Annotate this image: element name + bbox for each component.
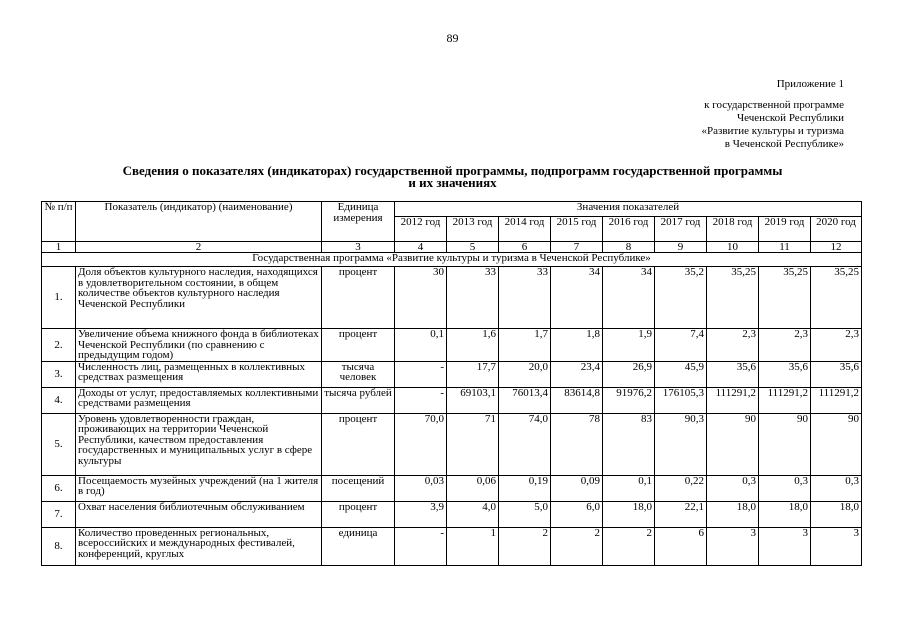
column-number: 10 — [707, 242, 759, 253]
indicator-value: 18,0 — [759, 501, 811, 527]
column-number: 7 — [551, 242, 603, 253]
indicator-value: 23,4 — [551, 361, 603, 387]
indicator-value: 5,0 — [499, 501, 551, 527]
indicator-value: 35,6 — [707, 361, 759, 387]
indicator-value: 35,2 — [655, 267, 707, 329]
indicator-value: 34 — [551, 267, 603, 329]
header-year: 2017 год — [655, 217, 707, 242]
column-number: 6 — [499, 242, 551, 253]
indicator-name: Посещаемость музейных учреждений (на 1 жителя в год) — [76, 475, 322, 501]
table-body — [42, 202, 862, 566]
indicator-value: 0,3 — [707, 475, 759, 501]
indicator-unit: процент — [322, 413, 395, 475]
column-number: 5 — [447, 242, 499, 253]
table-row — [42, 329, 862, 362]
indicator-value: 90 — [759, 413, 811, 475]
header-values-group: Значения показателей — [395, 202, 862, 217]
indicator-value: 35,6 — [811, 361, 862, 387]
indicator-value: 78 — [551, 413, 603, 475]
indicator-value: 2,3 — [759, 329, 811, 362]
indicator-value: 0,1 — [603, 475, 655, 501]
header-year: 2012 год — [395, 217, 447, 242]
indicator-value: 2 — [499, 527, 551, 565]
appendix-block — [702, 78, 845, 151]
indicator-value: - — [395, 387, 447, 413]
row-number: 5. — [42, 413, 76, 475]
table-row — [42, 267, 862, 329]
table-row — [42, 361, 862, 387]
indicator-value: 3 — [759, 527, 811, 565]
column-number: 2 — [76, 242, 322, 253]
indicator-value: 2,3 — [707, 329, 759, 362]
indicator-value: 35,25 — [759, 267, 811, 329]
document-title-line: Сведения о показателях (индикаторах) государственной программы, подпрограмм государственной программы — [122, 163, 783, 178]
indicator-value: 7,4 — [655, 329, 707, 362]
indicator-unit: процент — [322, 267, 395, 329]
indicator-unit: процент — [322, 329, 395, 362]
header-indicator: Показатель (индикатор) (наименование) — [76, 202, 322, 242]
indicator-value: 30 — [395, 267, 447, 329]
indicator-value: 3 — [811, 527, 862, 565]
indicator-value: 0,1 — [395, 329, 447, 362]
column-number-row — [42, 242, 862, 253]
column-number: 11 — [759, 242, 811, 253]
table-row — [42, 527, 862, 565]
indicator-value: 0,03 — [395, 475, 447, 501]
indicator-value: 3,9 — [395, 501, 447, 527]
indicator-value: 1,8 — [551, 329, 603, 362]
indicator-value: 18,0 — [603, 501, 655, 527]
indicator-name: Охват населения библиотечным обслуживанием — [76, 501, 322, 527]
indicator-value: 71 — [447, 413, 499, 475]
indicator-value: 1,7 — [499, 329, 551, 362]
row-number: 6. — [42, 475, 76, 501]
column-number: 9 — [655, 242, 707, 253]
indicator-value: 90 — [707, 413, 759, 475]
indicator-value: 0,3 — [811, 475, 862, 501]
appendix-line: Чеченской Республики — [736, 112, 844, 124]
indicator-value: 76013,4 — [499, 387, 551, 413]
indicator-value: 69103,1 — [447, 387, 499, 413]
indicator-value: 0,3 — [759, 475, 811, 501]
indicator-value: 2 — [603, 527, 655, 565]
appendix-title: Приложение 1 — [776, 78, 844, 90]
indicator-value: 2 — [551, 527, 603, 565]
header-year: 2013 год — [447, 217, 499, 242]
indicator-value: 90 — [811, 413, 862, 475]
appendix-line: в Чеченской Республике» — [724, 138, 844, 150]
indicator-unit: тысяча рублей — [322, 387, 395, 413]
indicator-value: 111291,2 — [759, 387, 811, 413]
indicator-value: 0,06 — [447, 475, 499, 501]
indicator-name: Доходы от услуг, предоставляемых коллективными средствами размещения — [76, 387, 322, 413]
indicator-value: 20,0 — [499, 361, 551, 387]
row-number: 4. — [42, 387, 76, 413]
document-title — [45, 165, 860, 189]
indicator-value: 111291,2 — [811, 387, 862, 413]
row-number: 2. — [42, 329, 76, 362]
indicator-name: Количество проведенных региональных, всероссийских и международных фестивалей, конференций, круглых — [76, 527, 322, 565]
indicator-value: 18,0 — [707, 501, 759, 527]
indicator-name: Доля объектов культурного наследия, находящихся в удовлетворительном состоянии, в общем количестве объектов культурного наследия Чеченской Республики — [76, 267, 322, 329]
column-number: 12 — [811, 242, 862, 253]
column-number: 3 — [322, 242, 395, 253]
header-year: 2020 год — [811, 217, 862, 242]
indicator-unit: посещений — [322, 475, 395, 501]
row-number: 1. — [42, 267, 76, 329]
indicator-value: 6,0 — [551, 501, 603, 527]
header-year: 2015 год — [551, 217, 603, 242]
indicator-value: 74,0 — [499, 413, 551, 475]
indicator-value: 3 — [707, 527, 759, 565]
indicator-value: 17,7 — [447, 361, 499, 387]
indicator-unit: тысяча человек — [322, 361, 395, 387]
indicator-unit: процент — [322, 501, 395, 527]
indicator-value: 83614,8 — [551, 387, 603, 413]
page-number: 89 — [446, 31, 459, 45]
table-row — [42, 475, 862, 501]
indicator-value: 0,09 — [551, 475, 603, 501]
column-number: 1 — [42, 242, 76, 253]
appendix-line: «Развитие культуры и туризма — [701, 125, 844, 137]
indicator-value: 1,9 — [603, 329, 655, 362]
indicator-value: 1 — [447, 527, 499, 565]
indicator-value: 35,25 — [707, 267, 759, 329]
indicator-value: - — [395, 361, 447, 387]
indicator-value: - — [395, 527, 447, 565]
indicator-value: 111291,2 — [707, 387, 759, 413]
indicator-value: 0,19 — [499, 475, 551, 501]
table-row — [42, 501, 862, 527]
indicator-value: 2,3 — [811, 329, 862, 362]
document-title-line: и их значениях — [408, 175, 497, 190]
row-number: 8. — [42, 527, 76, 565]
table-row — [42, 413, 862, 475]
header-unit: Единица измерения — [322, 202, 395, 242]
indicator-value: 34 — [603, 267, 655, 329]
indicator-value: 18,0 — [811, 501, 862, 527]
indicator-value: 33 — [447, 267, 499, 329]
indicator-value: 176105,3 — [655, 387, 707, 413]
indicator-value: 22,1 — [655, 501, 707, 527]
header-num: № п/п — [42, 202, 76, 242]
indicator-value: 4,0 — [447, 501, 499, 527]
header-year: 2016 год — [603, 217, 655, 242]
indicators-table — [41, 201, 862, 566]
indicator-value: 35,25 — [811, 267, 862, 329]
indicator-value: 90,3 — [655, 413, 707, 475]
indicator-value: 26,9 — [603, 361, 655, 387]
indicator-name: Численность лиц, размещенных в коллективных средствах размещения — [76, 361, 322, 387]
indicator-value: 35,6 — [759, 361, 811, 387]
table-row — [42, 387, 862, 413]
indicator-value: 1,6 — [447, 329, 499, 362]
header-year: 2019 год — [759, 217, 811, 242]
row-number: 7. — [42, 501, 76, 527]
header-year: 2018 год — [707, 217, 759, 242]
indicator-value: 70,0 — [395, 413, 447, 475]
program-row — [42, 253, 862, 267]
indicator-value: 45,9 — [655, 361, 707, 387]
indicator-name: Уровень удовлетворенности граждан, проживающих на территории Чеченской Республики, качеством предоставления государственных и муниципальных услуг в сфере культуры — [76, 413, 322, 475]
column-number: 8 — [603, 242, 655, 253]
indicator-value: 91976,2 — [603, 387, 655, 413]
header-row — [42, 202, 862, 217]
column-number: 4 — [395, 242, 447, 253]
header-year: 2014 год — [499, 217, 551, 242]
indicator-value: 83 — [603, 413, 655, 475]
indicator-value: 0,22 — [655, 475, 707, 501]
row-number: 3. — [42, 361, 76, 387]
indicator-name: Увеличение объема книжного фонда в библиотеках Чеченской Республики (по сравнению с предыдущим годом) — [76, 329, 322, 362]
program-title: Государственная программа «Развитие культуры и туризма в Чеченской Республике» — [42, 253, 862, 267]
indicator-unit: единица — [322, 527, 395, 565]
indicator-value: 6 — [655, 527, 707, 565]
indicator-value: 33 — [499, 267, 551, 329]
appendix-line: к государственной программе — [704, 99, 844, 111]
